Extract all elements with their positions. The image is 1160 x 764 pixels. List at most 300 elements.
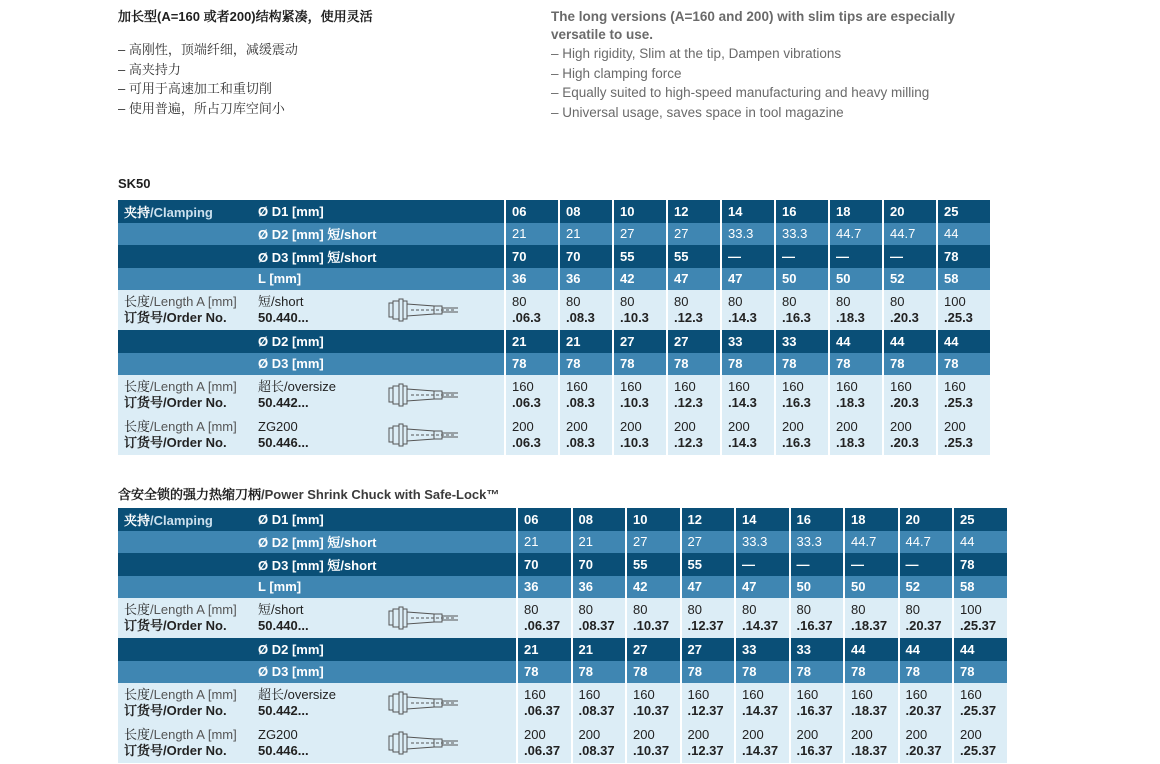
order-suffix: .18.37 [851, 618, 888, 633]
variant-label: ZG200 [258, 727, 298, 742]
d3-cell: 78 [516, 661, 571, 684]
order-suffix: .25.3 [944, 435, 973, 450]
length-value: 160 [633, 687, 655, 702]
tool-holder-icon [388, 728, 460, 758]
d2-short-cell: 27 [680, 531, 735, 554]
variant-cell [252, 598, 516, 638]
d2-short-cell: 44.7 [843, 531, 898, 554]
l-cell: 47 [734, 576, 789, 599]
length-order-label [118, 415, 252, 455]
row-header-cell [118, 353, 252, 376]
length-value: 100 [944, 294, 966, 309]
order-suffix: .12.37 [687, 618, 724, 633]
order-suffix: .16.3 [782, 435, 811, 450]
d3-cell: 78 [898, 661, 953, 684]
length-order-cell [558, 290, 612, 330]
d3-cell: 78 [843, 661, 898, 684]
length-value: 160 [782, 379, 804, 394]
order-label: 订货号/Order No. [124, 703, 227, 718]
order-suffix: .14.37 [742, 703, 779, 718]
section-title-en: /Power Shrink Chuck with Safe-Lock™ [261, 487, 500, 502]
d3-short-cell: 55 [680, 553, 735, 576]
order-suffix: .10.3 [620, 310, 649, 325]
row-header-cell [118, 200, 252, 223]
d2-cell: 33 [789, 638, 844, 661]
length-order-cell [625, 723, 680, 763]
d3-row [118, 661, 1007, 684]
order-suffix: .06.3 [512, 435, 541, 450]
length-order-label [118, 375, 252, 415]
row-header-cell [118, 268, 252, 291]
d3-cell: 78 [558, 353, 612, 376]
row-header-cell [118, 553, 252, 576]
d2-short-cell: 27 [625, 531, 680, 554]
order-suffix: .20.37 [905, 618, 942, 633]
variant-label: 短/short [258, 294, 304, 309]
variant-label: 超长/oversize [258, 687, 337, 702]
length-order-row [118, 598, 1007, 638]
dimension-label: Ø D3 [mm] 短/short [252, 553, 516, 576]
length-value: 200 [578, 727, 601, 742]
length-value: 80 [890, 294, 905, 309]
order-suffix: .12.37 [687, 743, 724, 758]
length-value: 200 [674, 419, 696, 434]
row-header-cell [118, 576, 252, 599]
d1-cell: 08 [571, 508, 626, 531]
length-value: 80 [836, 294, 851, 309]
order-suffix: .12.3 [674, 310, 703, 325]
d3-short-cell: 70 [504, 245, 558, 268]
variant-label: 短/short [258, 602, 304, 617]
order-suffix: .25.37 [960, 743, 997, 758]
length-order-label [118, 598, 252, 638]
l-cell: 42 [612, 268, 666, 291]
d1-row [118, 200, 990, 223]
d3-cell: 78 [789, 661, 844, 684]
length-order-cell [666, 415, 720, 455]
row-header-cell [118, 330, 252, 353]
order-suffix: .25.37 [960, 703, 997, 718]
l-cell: 50 [828, 268, 882, 291]
order-suffix: .10.3 [620, 395, 649, 410]
length-value: 200 [851, 727, 873, 742]
length-value: 200 [524, 727, 546, 742]
length-order-cell [774, 290, 828, 330]
d2-cell: 21 [516, 638, 571, 661]
length-value: 80 [512, 294, 527, 309]
d2-cell: 33 [720, 330, 774, 353]
length-value: 80 [566, 294, 581, 309]
dimension-label: Ø D2 [mm] [252, 638, 516, 661]
spec-table-safelock [118, 508, 1007, 763]
l-cell: 50 [843, 576, 898, 599]
d2-short-cell: 44.7 [828, 223, 882, 246]
length-order-cell [680, 723, 735, 763]
row-header-cell [118, 531, 252, 554]
intro-title-en: The long versions (A=160 and 200) with slim tips are especially versatile to use. [551, 9, 956, 42]
d3-short-cell: 70 [516, 553, 571, 576]
intro-english [551, 8, 991, 122]
length-order-cell [571, 723, 626, 763]
d3-short-cell: 78 [936, 245, 990, 268]
length-order-cell [571, 598, 626, 638]
d3-row [118, 353, 990, 376]
l-cell: 50 [789, 576, 844, 599]
d2-cell: 21 [571, 638, 626, 661]
d3-short-row [118, 553, 1007, 576]
length-value: 80 [674, 294, 689, 309]
length-order-row [118, 683, 1007, 723]
d2-short-cell: 21 [516, 531, 571, 554]
l-cell: 58 [936, 268, 990, 291]
d2-short-cell: 44.7 [898, 531, 953, 554]
spec-table-sk50 [118, 200, 990, 455]
order-prefix: 50.442... [258, 703, 309, 718]
length-order-cell [898, 723, 953, 763]
d3-short-cell: — [734, 553, 789, 576]
order-suffix: .25.3 [944, 395, 973, 410]
d2-cell: 44 [882, 330, 936, 353]
bullet-item: – Universal usage, saves space in tool magazine [551, 104, 844, 120]
section-title-sk50 [118, 176, 151, 191]
length-value: 80 [782, 294, 797, 309]
tool-holder-icon [388, 420, 460, 450]
d3-short-cell: 70 [558, 245, 612, 268]
order-prefix: 50.440... [258, 310, 309, 325]
dimension-label: Ø D3 [mm] [252, 661, 516, 684]
length-value: 160 [687, 687, 710, 702]
d1-cell: 18 [843, 508, 898, 531]
clamping-label-en: /Clamping [150, 204, 213, 220]
dimension-label: L [mm] [252, 268, 504, 291]
variant-label: 超长/oversize [258, 379, 337, 394]
length-order-row [118, 415, 990, 455]
d2-cell: 44 [828, 330, 882, 353]
d3-short-cell: 55 [666, 245, 720, 268]
order-suffix: .16.37 [796, 703, 833, 718]
d3-cell: 78 [504, 353, 558, 376]
length-order-cell [789, 598, 844, 638]
l-cell: 50 [774, 268, 828, 291]
order-suffix: .18.3 [836, 395, 865, 410]
bullet-item: – 可用于高速加工和重切削 [118, 81, 272, 96]
d3-short-cell: — [774, 245, 828, 268]
d3-cell: 78 [952, 661, 1007, 684]
length-order-cell [516, 683, 571, 723]
order-label: 订货号/Order No. [124, 435, 227, 450]
d3-cell: 78 [774, 353, 828, 376]
d2-cell: 44 [843, 638, 898, 661]
l-row [118, 268, 990, 291]
d1-row [118, 508, 1007, 531]
length-order-cell [952, 683, 1007, 723]
d2-short-cell: 27 [612, 223, 666, 246]
d1-cell: 10 [625, 508, 680, 531]
order-suffix: .10.37 [633, 618, 670, 633]
d3-short-cell: — [828, 245, 882, 268]
row-header-cell [118, 223, 252, 246]
l-cell: 36 [571, 576, 626, 599]
length-value: 160 [728, 379, 750, 394]
order-suffix: .06.37 [524, 703, 561, 718]
length-order-cell [666, 375, 720, 415]
length-order-label [118, 290, 252, 330]
length-order-cell [936, 415, 990, 455]
length-order-cell [504, 375, 558, 415]
order-label: 订货号/Order No. [124, 395, 227, 410]
order-suffix: .06.3 [512, 395, 541, 410]
length-value: 160 [578, 687, 601, 702]
order-suffix: .25.3 [944, 310, 973, 325]
d1-cell: 06 [516, 508, 571, 531]
length-order-cell [952, 723, 1007, 763]
d1-cell: 25 [936, 200, 990, 223]
order-suffix: .20.3 [890, 395, 919, 410]
order-suffix: .08.3 [566, 435, 595, 450]
clamping-label-en: /Clamping [150, 512, 213, 528]
order-suffix: .14.37 [742, 743, 779, 758]
length-order-cell [936, 290, 990, 330]
d2-short-row [118, 531, 1007, 554]
order-prefix: 50.446... [258, 743, 309, 758]
bullet-item: – 高刚性，顶端纤细，减缓震动 [118, 42, 298, 57]
length-order-cell [571, 683, 626, 723]
tool-holder-icon [388, 603, 460, 633]
order-label: 订货号/Order No. [124, 743, 227, 758]
row-header-cell [118, 508, 252, 531]
length-order-row [118, 375, 990, 415]
variant-cell [252, 683, 516, 723]
length-order-cell [936, 375, 990, 415]
intro-title-cn: 加长型(A=160 或者200)结构紧凑，使用灵活 [118, 9, 373, 24]
d2-cell: 27 [666, 330, 720, 353]
d3-cell: 78 [828, 353, 882, 376]
d2-short-cell: 21 [558, 223, 612, 246]
order-suffix: .18.3 [836, 435, 865, 450]
length-order-cell [720, 415, 774, 455]
intro-chinese [118, 8, 518, 118]
length-order-cell [774, 415, 828, 455]
order-label: 订货号/Order No. [124, 618, 227, 633]
length-value: 80 [905, 602, 920, 617]
variant-cell [252, 723, 516, 763]
d1-cell: 25 [952, 508, 1007, 531]
length-order-cell [504, 290, 558, 330]
length-value: 160 [524, 687, 546, 702]
length-value: 200 [905, 727, 928, 742]
tool-holder-icon [388, 295, 460, 325]
length-value: 160 [674, 379, 696, 394]
d2-cell: 21 [504, 330, 558, 353]
d1-cell: 10 [612, 200, 666, 223]
length-order-cell [898, 598, 953, 638]
length-value: 80 [796, 602, 811, 617]
length-order-cell [843, 598, 898, 638]
bullet-list-en [551, 44, 991, 122]
d3-short-cell: — [882, 245, 936, 268]
d3-cell: 78 [936, 353, 990, 376]
d2-short-cell: 33.3 [789, 531, 844, 554]
d3-short-cell: 78 [952, 553, 1007, 576]
length-order-cell [898, 683, 953, 723]
length-value: 80 [620, 294, 635, 309]
d1-cell: 08 [558, 200, 612, 223]
section-title-text: SK50 [118, 176, 151, 191]
length-order-cell [882, 290, 936, 330]
d3-short-row [118, 245, 990, 268]
length-value: 200 [633, 727, 655, 742]
length-order-cell [516, 598, 571, 638]
length-order-cell [843, 683, 898, 723]
dimension-label: Ø D2 [mm] [252, 330, 504, 353]
length-value: 160 [566, 379, 588, 394]
d3-cell: 78 [625, 661, 680, 684]
d3-short-cell: — [843, 553, 898, 576]
length-order-label [118, 723, 252, 763]
section-title-safelock [118, 484, 499, 503]
length-order-cell [882, 415, 936, 455]
length-value: 200 [782, 419, 804, 434]
length-value: 80 [728, 294, 743, 309]
d2-cell: 27 [680, 638, 735, 661]
variant-cell [252, 290, 504, 330]
d1-cell: 06 [504, 200, 558, 223]
length-order-cell [734, 723, 789, 763]
d3-cell: 78 [571, 661, 626, 684]
row-header-cell [118, 661, 252, 684]
length-value: 160 [905, 687, 928, 702]
length-order-row [118, 290, 990, 330]
d2-cell: 44 [936, 330, 990, 353]
length-order-cell [504, 415, 558, 455]
order-suffix: .10.3 [620, 435, 649, 450]
order-prefix: 50.442... [258, 395, 309, 410]
order-suffix: .10.37 [633, 703, 670, 718]
variant-cell [252, 375, 504, 415]
order-suffix: .14.3 [728, 435, 757, 450]
length-value: 200 [796, 727, 819, 742]
length-order-cell [680, 598, 735, 638]
order-suffix: .25.37 [960, 618, 997, 633]
length-order-cell [828, 290, 882, 330]
tool-holder-icon [388, 688, 460, 718]
length-label: 长度/Length A [mm] [124, 727, 237, 742]
length-value: 160 [742, 687, 764, 702]
length-order-cell [612, 415, 666, 455]
order-suffix: .12.37 [687, 703, 724, 718]
length-value: 200 [836, 419, 858, 434]
dimension-label: Ø D3 [mm] 短/short [252, 245, 504, 268]
d3-cell: 78 [680, 661, 735, 684]
clamping-label-cn: 夹持 [124, 204, 151, 220]
order-suffix: .18.37 [851, 743, 888, 758]
length-order-cell [625, 598, 680, 638]
d1-cell: 16 [774, 200, 828, 223]
length-order-cell [843, 723, 898, 763]
dimension-label: Ø D2 [mm] 短/short [252, 223, 504, 246]
d1-cell: 14 [720, 200, 774, 223]
d2-cell: 44 [952, 638, 1007, 661]
l-cell: 36 [558, 268, 612, 291]
dimension-label: Ø D1 [mm] [252, 508, 516, 531]
d1-cell: 20 [882, 200, 936, 223]
length-value: 80 [851, 602, 866, 617]
length-value: 200 [687, 727, 710, 742]
length-order-cell [625, 683, 680, 723]
order-suffix: .06.37 [524, 618, 561, 633]
d3-cell: 78 [612, 353, 666, 376]
length-label: 长度/Length A [mm] [124, 419, 237, 434]
dimension-label: Ø D1 [mm] [252, 200, 504, 223]
row-header-cell [118, 245, 252, 268]
length-order-row [118, 723, 1007, 763]
length-value: 160 [620, 379, 642, 394]
length-value: 200 [960, 727, 982, 742]
d3-short-cell: — [720, 245, 774, 268]
length-order-cell [828, 375, 882, 415]
length-order-cell [720, 375, 774, 415]
order-prefix: 50.446... [258, 435, 309, 450]
length-label: 长度/Length A [mm] [124, 379, 237, 394]
order-prefix: 50.440... [258, 618, 309, 633]
l-cell: 47 [720, 268, 774, 291]
order-suffix: .20.3 [890, 435, 919, 450]
d2-cell: 44 [898, 638, 953, 661]
d3-cell: 78 [666, 353, 720, 376]
length-order-cell [680, 683, 735, 723]
order-suffix: .12.3 [674, 435, 703, 450]
order-suffix: .16.37 [796, 743, 833, 758]
section-title-cn: 含安全锁的强力热缩刀柄 [118, 487, 262, 502]
d1-cell: 20 [898, 508, 953, 531]
variant-cell [252, 415, 504, 455]
dimension-label: Ø D3 [mm] [252, 353, 504, 376]
length-order-cell [558, 415, 612, 455]
length-label: 长度/Length A [mm] [124, 602, 237, 617]
length-value: 80 [578, 602, 593, 617]
l-cell: 47 [680, 576, 735, 599]
length-order-label [118, 683, 252, 723]
order-suffix: .08.3 [566, 395, 595, 410]
l-cell: 36 [504, 268, 558, 291]
length-order-cell [828, 415, 882, 455]
d3-short-cell: 55 [625, 553, 680, 576]
length-value: 160 [836, 379, 858, 394]
length-order-cell [612, 290, 666, 330]
d3-short-cell: 55 [612, 245, 666, 268]
d1-cell: 14 [734, 508, 789, 531]
length-value: 200 [728, 419, 750, 434]
d2-short-cell: 33.3 [774, 223, 828, 246]
d2-cell: 27 [625, 638, 680, 661]
order-suffix: .08.37 [578, 703, 615, 718]
order-suffix: .16.37 [796, 618, 833, 633]
d2-short-cell: 33.3 [734, 531, 789, 554]
d2-short-cell: 21 [504, 223, 558, 246]
length-order-cell [720, 290, 774, 330]
d2-short-cell: 21 [571, 531, 626, 554]
variant-label: ZG200 [258, 419, 298, 434]
l-cell: 52 [882, 268, 936, 291]
d1-cell: 12 [666, 200, 720, 223]
d2-cell: 33 [774, 330, 828, 353]
length-value: 200 [566, 419, 588, 434]
length-order-cell [789, 723, 844, 763]
d2-short-cell: 33.3 [720, 223, 774, 246]
order-suffix: .06.3 [512, 310, 541, 325]
order-label: 订货号/Order No. [124, 310, 227, 325]
length-value: 100 [960, 602, 982, 617]
